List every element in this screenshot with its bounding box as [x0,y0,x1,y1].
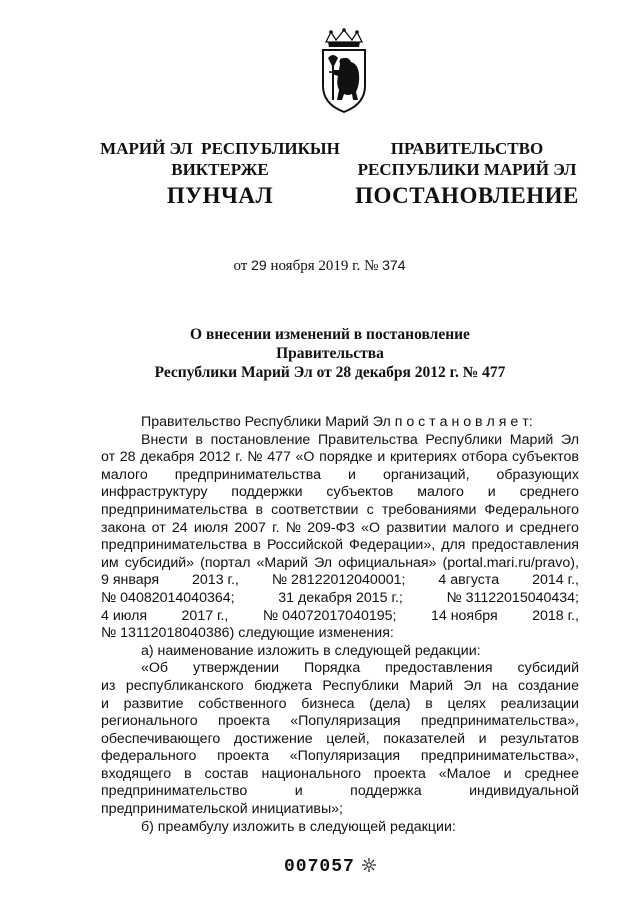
header-right-line1: ПРАВИТЕЛЬСТВО [390,139,544,158]
word: и [478,730,487,747]
body-line [101,520,579,538]
word: 31 декабря 2015 г.; [278,589,403,606]
word: Федерального [484,501,579,518]
word: развитии [386,519,447,536]
word: предпринимательства», [420,748,579,765]
word: им [101,554,119,571]
word: закона [101,519,146,536]
body-line [101,731,579,749]
word: в [255,501,263,518]
word: соответствии [271,501,359,518]
word: субсидий» [124,554,195,571]
word: достижение [233,730,313,747]
header-right-title: ПОСТАНОВЛЕНИЕ [355,183,579,208]
body-line: б) преамбулу изложить в следующей редакции: [141,818,456,835]
document-number: 374 [382,257,406,273]
word: создание [517,677,579,694]
word: состав [204,765,249,782]
body-line: Правительство Республики Марий Эл п о с т а н о в л я е т: [141,414,533,430]
word: «О [361,519,381,536]
date-month-year: ноября 2019 г. № [270,258,379,274]
word: среднего [519,484,579,501]
word: Российской [266,537,343,554]
header-left-line1: МАРИЙ ЭЛ РЕСПУБЛИКЫН [100,139,340,158]
date-day: 29 [251,257,267,273]
body-line [101,678,579,696]
word: от [101,449,116,466]
body-line [101,590,579,608]
word: 9 января [101,572,160,589]
word: Республики [425,431,502,448]
word: 2013 г., [192,572,239,589]
word: июля [193,519,229,536]
word: среднее [524,765,579,782]
word: субъектов [512,449,579,466]
word: республиканского [125,677,244,694]
word: проекта [217,713,270,730]
body-line [101,696,579,714]
word: и [503,765,512,782]
word: бюджета [254,677,312,694]
word: предпринимательство [101,783,248,800]
word: 2007 [234,519,266,536]
word: 2014 г., [532,572,579,589]
body-line: № 13112018040386) следующие изменения: [101,625,394,642]
word: собственного [198,695,287,712]
word: «Малое [438,765,491,782]
header-left-line2: ВИКТЕРЖЕ [171,160,269,179]
body-line [101,537,579,555]
body-line [101,449,579,467]
word: малого [417,484,464,501]
header-right-line2: РЕСПУБЛИКИ МАРИЙ ЭЛ [357,160,577,179]
word: «Популяризация [289,748,401,765]
word: субъектов [326,484,394,501]
word: Внести [141,431,188,448]
word: «О [295,449,315,466]
word: «Об [141,660,169,677]
word: целях [447,695,486,712]
word: и [101,695,109,712]
word: и [487,484,496,501]
word: Марий [409,677,453,694]
word: инфраструктуру [101,484,208,501]
word: от [151,519,166,536]
word: Эл [314,554,333,571]
word: Эл [463,677,482,694]
word: № [285,519,301,536]
word: Эл [560,431,579,448]
word: 2018 г., [532,607,579,624]
word: федерального [101,748,197,765]
body-line [101,502,579,520]
word: регионального [101,713,198,730]
word: утверждении [192,660,280,677]
body-line: а) наименование изложить в следующей редакции: [141,642,481,659]
word: официальная» [338,554,437,571]
body-line [101,713,579,731]
word: поддержки [231,484,303,501]
header-left-title: ПУНЧАЛ [166,183,274,208]
word: (дела) [369,695,411,712]
coat-of-arms-icon [318,28,370,114]
word: субсидий [517,660,579,677]
word: № 28122012040001; [271,572,406,589]
word: индивидуальной [469,783,579,800]
serial-number: 007057 [284,857,355,877]
word: отбора [461,449,508,466]
title-line1: О внесении изменений в постановление Правительства [190,326,470,362]
word: № [247,449,263,466]
document-title [150,325,510,382]
word: 477 [267,449,291,466]
asterisk-seal-icon [361,857,377,873]
word: 4 июля [101,607,148,624]
word: Республики [322,677,399,694]
word: обеспечивающего [101,730,221,747]
body-line [101,555,579,573]
word: декабря [140,449,195,466]
word: предпринимательства [101,501,248,518]
header-left [94,138,346,180]
word: требованиями [381,501,477,518]
word: и [505,519,514,536]
body-line: предпринимательской инициативы»; [101,801,343,818]
word: Марий [509,431,554,448]
word: предпринимательства [101,537,248,554]
word: (портал [200,554,251,571]
body-line [101,484,579,502]
word: образующих [496,466,579,483]
word: в [184,765,192,782]
word: из [101,677,116,694]
word: организаций, [382,466,470,483]
word: с [366,501,374,518]
word: на [491,677,508,694]
word: малого [101,466,148,483]
date-line [0,257,639,275]
word: результатов [500,730,579,747]
word: 2017 г., [181,607,229,624]
word: 2012 [199,449,231,466]
body-line [101,432,579,450]
body-line [101,766,579,784]
word: г. [272,519,280,536]
word: критериях [389,449,457,466]
word: проекта [373,765,426,782]
word: развитие [123,695,184,712]
word: 14 ноября [430,607,498,624]
body-line [101,608,579,626]
word: Федерации», [349,537,436,554]
word: в [195,431,203,448]
word: «Популяризация [290,713,401,730]
word: 24 [171,519,188,536]
word: национального [261,765,361,782]
word: 28 [119,449,136,466]
header-right [352,138,582,180]
word: № 04072017040195; [262,607,397,624]
title-line2: Республики Марий Эл от 28 декабря 2012 г. № 477 [154,364,506,381]
word: «Марий [256,554,309,571]
word: предоставления [471,537,579,554]
word: 209-ФЗ [307,519,355,536]
word: поддержка [350,783,422,800]
body-line [101,572,579,590]
word: проекта [217,748,270,765]
word: Порядка [304,660,361,677]
word: (portal.mari.ru/pravo), [442,554,579,571]
word: показателей [383,730,466,747]
body-line [101,783,579,801]
word: и [348,466,356,483]
word: постановление [210,431,311,448]
word: 4 августа [438,572,500,589]
word: среднего [519,519,579,536]
word: в [425,695,433,712]
word: в [253,537,261,554]
body-line [101,748,579,766]
word: предпринимательства», [420,713,579,730]
word: Правительства [317,431,418,448]
word: входящего [101,765,172,782]
word: предоставления [385,660,493,677]
word: порядке [319,449,373,466]
word: малого [452,519,500,536]
word: для [441,537,466,554]
word: и [294,783,303,800]
word: г. [235,449,243,466]
word: предпринимательства [174,466,322,483]
word: целей, [326,730,370,747]
document-body [101,414,579,836]
word: № 31122015040434; [446,589,579,606]
word: и [377,449,386,466]
word: № 04082014040364; [101,589,235,606]
date-prefix: от [233,258,248,274]
body-line [101,467,579,485]
word: бизнеса [301,695,355,712]
body-line [101,660,579,678]
word: реализации [500,695,579,712]
